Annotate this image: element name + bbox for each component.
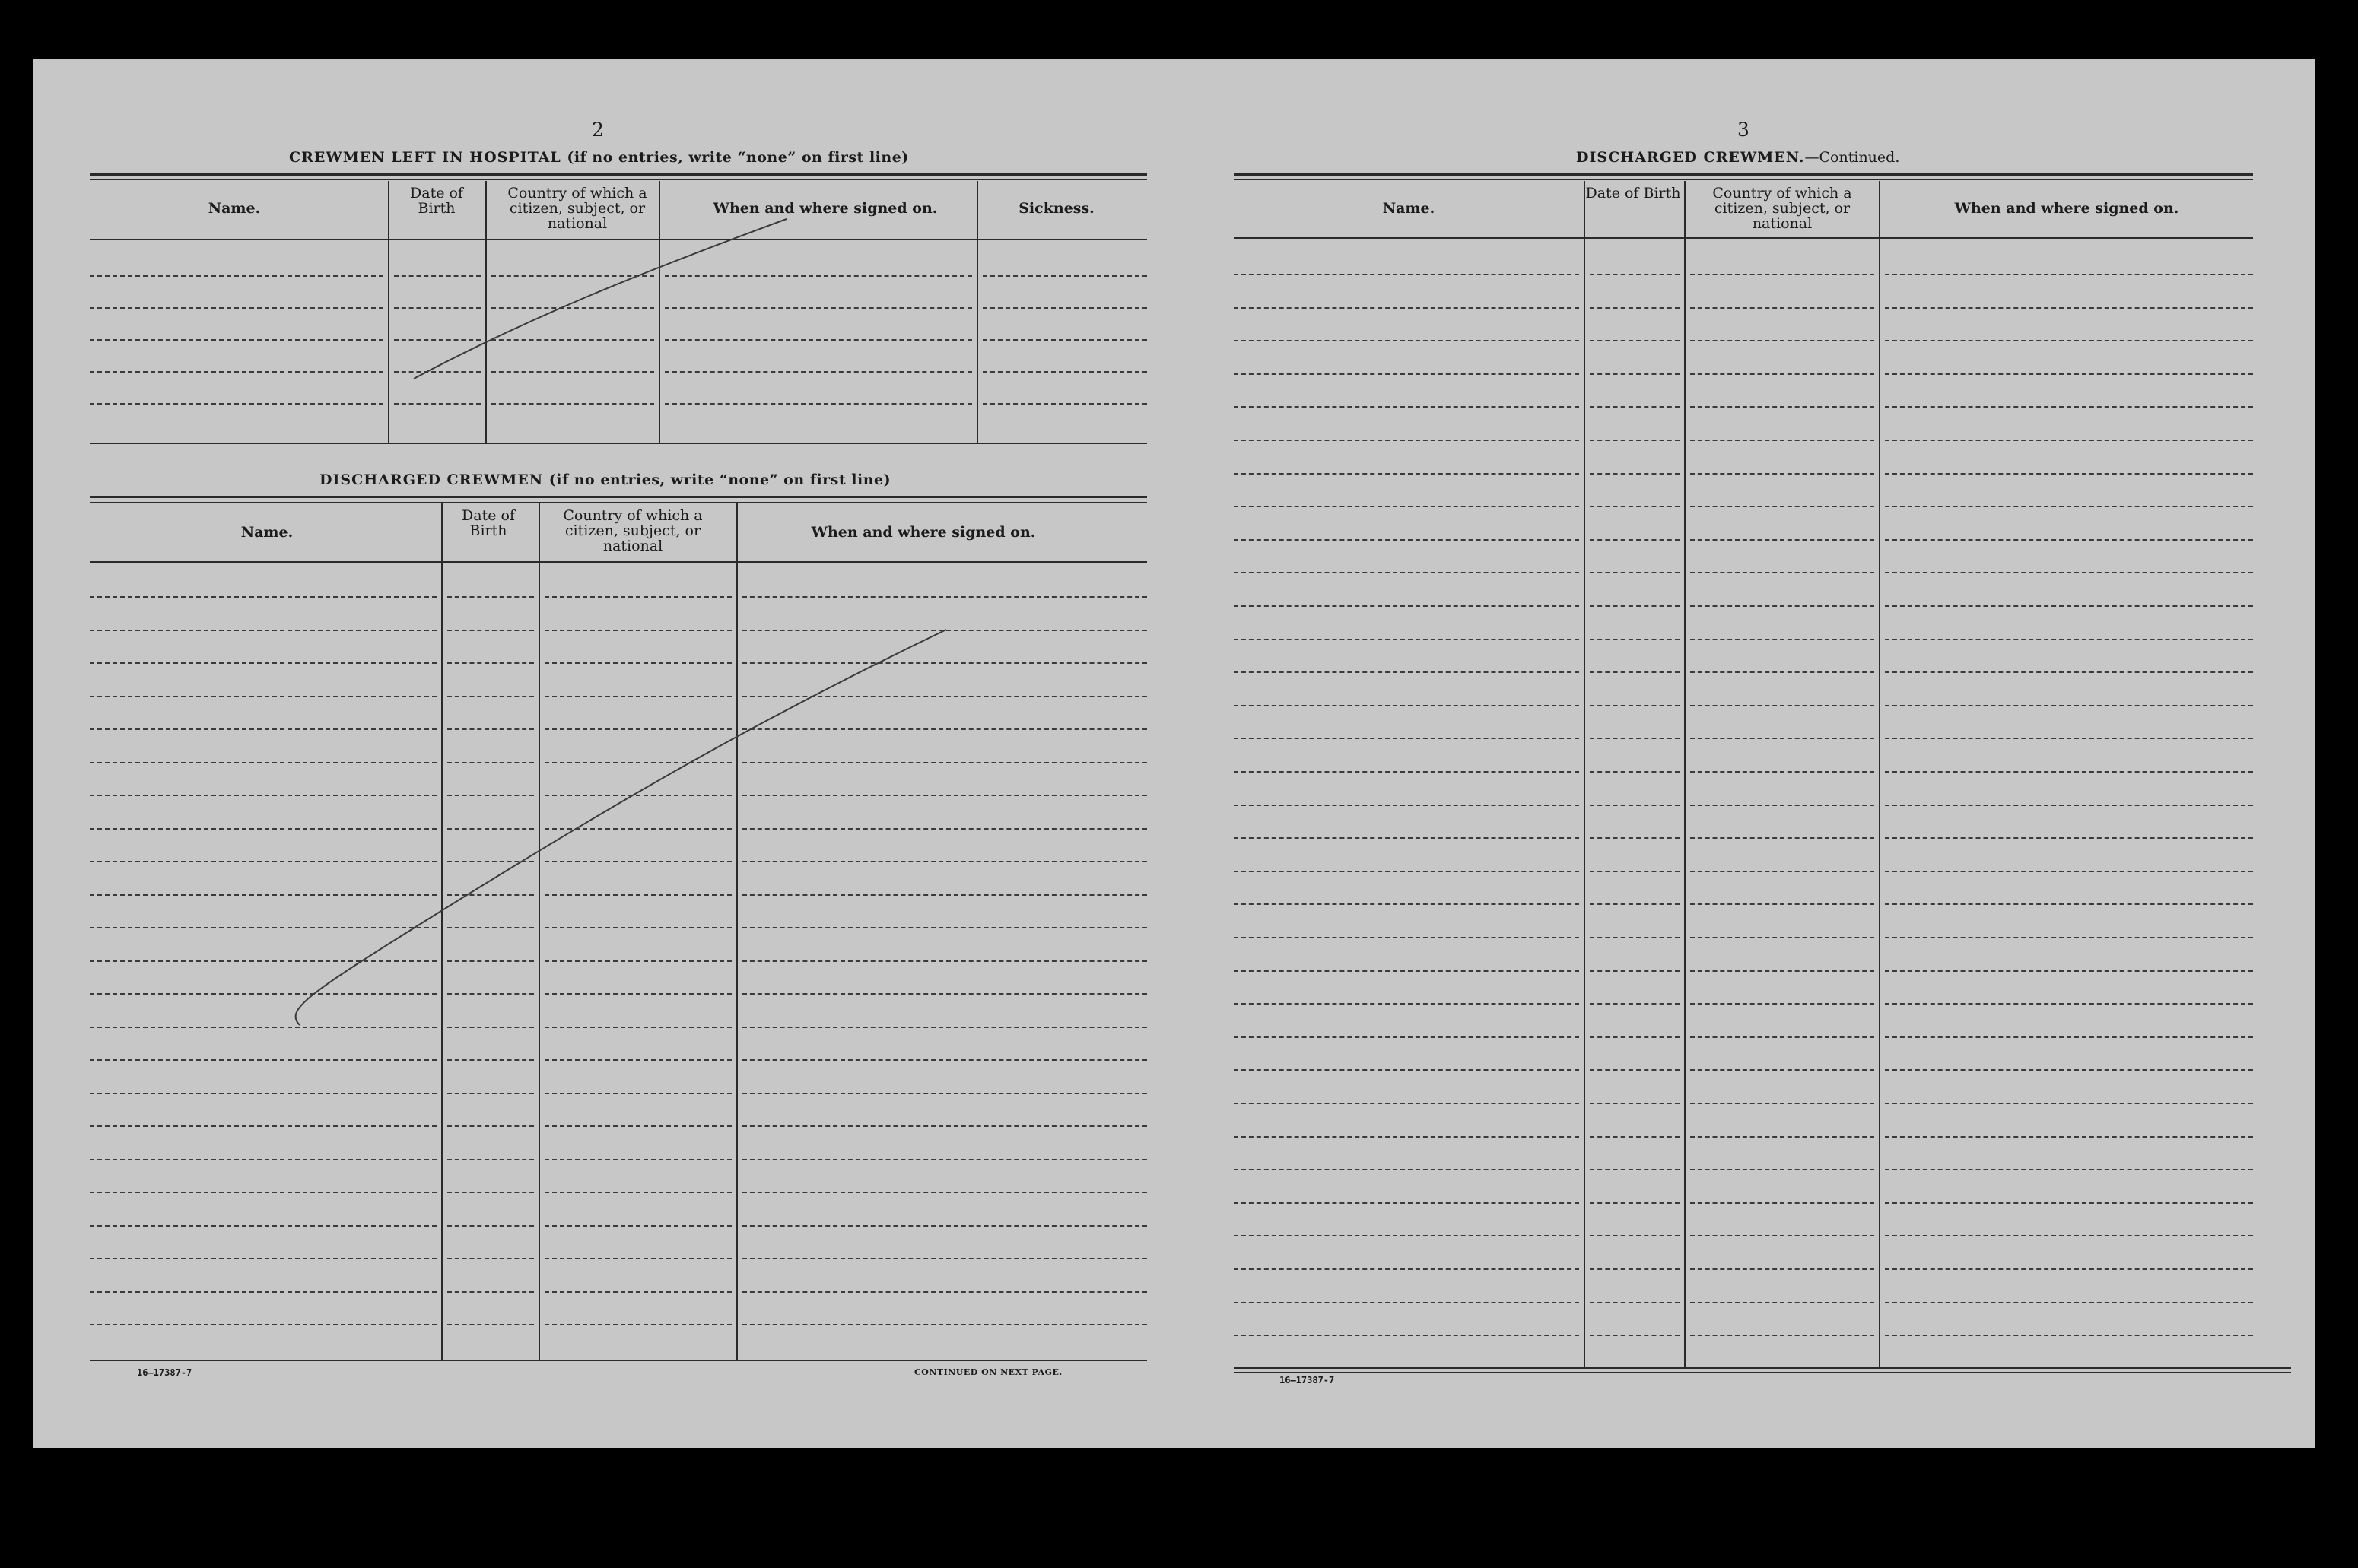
table-row-line [1885, 572, 2253, 573]
table-row-line [1690, 1069, 1874, 1071]
table-row-line [1690, 705, 1874, 706]
table-row-line [1590, 340, 1680, 341]
table-row-line [1885, 903, 2253, 905]
table-row-line [1590, 903, 1680, 905]
table-row-line [1590, 506, 1680, 507]
table-row-line [1885, 1003, 2253, 1005]
table-row-line [1885, 1036, 2253, 1038]
table-row-line [1234, 738, 1579, 739]
table-row-line [1234, 1268, 1579, 1270]
table-row-line [1234, 274, 1579, 275]
strike-through-marks [33, 59, 1194, 1448]
column-divider [1684, 181, 1686, 1367]
table-row-line [1690, 274, 1874, 275]
table-row-line [1590, 440, 1680, 441]
col-header-signed-on: When and where signed on. [1954, 200, 2179, 217]
table-row-line [1885, 274, 2253, 275]
col-header-name: Name. [240, 524, 294, 541]
table-row-line [1690, 1136, 1874, 1138]
table-row-line [1885, 771, 2253, 773]
table-row-line [1885, 1268, 2253, 1270]
table-row-line [1690, 771, 1874, 773]
table-row-line [1590, 1268, 1680, 1270]
table-row-line [1590, 1103, 1680, 1104]
table-row-line [1590, 1202, 1680, 1204]
table-row-line [1885, 1302, 2253, 1303]
table-row-line [1234, 440, 1579, 441]
table-row-line [1234, 1169, 1579, 1170]
form-number: 16—17387-7 [137, 1367, 192, 1378]
table-row-line [1234, 1235, 1579, 1236]
table-row-line [1885, 440, 2253, 441]
table-row-line [1590, 1169, 1680, 1170]
table-row-line [1885, 406, 2253, 408]
table-row-line [1234, 1302, 1579, 1303]
table-row-line [1590, 1136, 1680, 1138]
table-row-line [1690, 1268, 1874, 1270]
table-row-line [1234, 373, 1579, 375]
table-row-line [1690, 1003, 1874, 1005]
table-row-line [1234, 1103, 1579, 1104]
table-row-line [1234, 572, 1579, 573]
table-row-line [1885, 473, 2253, 475]
table-row-line [1234, 473, 1579, 475]
table-row-line [1590, 1036, 1680, 1038]
right-bottom-rule-2 [1234, 1372, 2291, 1373]
table-row-line [1234, 506, 1579, 507]
table-row-line [1885, 937, 2253, 938]
col-header-country: Country of which a citizen, subject, or national [507, 185, 647, 232]
table-row-line [1885, 1136, 2253, 1138]
table-row-line [1690, 373, 1874, 375]
table-row-line [1234, 307, 1579, 309]
table-row-line [1234, 837, 1579, 839]
table-row-line [1234, 605, 1579, 607]
table-row-line [1885, 373, 2253, 375]
table-row-line [1690, 837, 1874, 839]
table-row-line [1885, 605, 2253, 607]
col-header-name: Name. [208, 200, 261, 217]
table-row-line [1590, 473, 1680, 475]
table-row-line [1590, 406, 1680, 408]
form-number: 16—17387-7 [1279, 1375, 1335, 1385]
hospital-strike-line [414, 219, 787, 379]
table-row-line [1690, 539, 1874, 541]
table-row-line [1590, 738, 1680, 739]
table-row-line [1690, 1235, 1874, 1236]
right-top-rule-2 [1234, 179, 2253, 180]
discharged-section-title: DISCHARGED CREWMEN (if no entries, write “none” on first line) [319, 471, 891, 488]
table-row-line [1690, 1335, 1874, 1336]
column-divider [1879, 181, 1880, 1367]
table-row-line [1234, 805, 1579, 806]
table-row-line [1690, 1202, 1874, 1204]
table-row-line [1690, 473, 1874, 475]
table-row-line [1590, 1003, 1680, 1005]
table-row-line [1885, 1169, 2253, 1170]
page-number: 3 [1737, 119, 1749, 141]
table-row-line [1690, 1103, 1874, 1104]
table-row-line [1885, 671, 2253, 673]
left-page [33, 59, 1194, 1448]
table-row-line [1690, 605, 1874, 607]
page-number: 2 [592, 119, 604, 141]
right-page [1173, 59, 2315, 1448]
table-row-line [1590, 1302, 1680, 1303]
table-row-line [1885, 705, 2253, 706]
table-row-line [1234, 671, 1579, 673]
table-row-line [1234, 970, 1579, 972]
table-row-line [1590, 274, 1680, 275]
table-row-line [1590, 572, 1680, 573]
table-row-line [1690, 440, 1874, 441]
table-row-line [1885, 639, 2253, 640]
col-header-dob: Date of Birth [410, 185, 463, 217]
table-row-line [1885, 805, 2253, 806]
table-row-line [1234, 903, 1579, 905]
table-row-line [1885, 1103, 2253, 1104]
col-header-name: Name. [1382, 200, 1435, 217]
table-row-line [1885, 1235, 2253, 1236]
table-row-line [1885, 506, 2253, 507]
table-row-line [1590, 705, 1680, 706]
table-row-line [1690, 639, 1874, 640]
table-row-line [1590, 970, 1680, 972]
table-row-line [1690, 1169, 1874, 1170]
table-row-line [1590, 539, 1680, 541]
continued-note: CONTINUED ON NEXT PAGE. [914, 1367, 1063, 1377]
table-row-line [1690, 871, 1874, 872]
table-row-line [1590, 307, 1680, 309]
table-row-line [1590, 771, 1680, 773]
table-row-line [1234, 1036, 1579, 1038]
col-header-sickness: Sickness. [1019, 200, 1095, 217]
discharged-strike-line [296, 630, 946, 1025]
table-row-line [1590, 837, 1680, 839]
table-row-line [1885, 340, 2253, 341]
col-header-dob: Date of Birth [462, 507, 515, 539]
col-header-country: Country of which a citizen, subject, or national [1712, 185, 1852, 232]
table-row-line [1885, 738, 2253, 739]
discharged-continued-title: DISCHARGED CREWMEN.—Continued. [1576, 149, 1900, 166]
table-row-line [1590, 937, 1680, 938]
table-row-line [1690, 903, 1874, 905]
table-row-line [1590, 605, 1680, 607]
table-row-line [1590, 373, 1680, 375]
table-row-line [1234, 539, 1579, 541]
table-row-line [1885, 1069, 2253, 1071]
table-row-line [1234, 871, 1579, 872]
table-row-line [1590, 1069, 1680, 1071]
table-row-line [1690, 805, 1874, 806]
table-row-line [1234, 1202, 1579, 1204]
table-row-line [1885, 1202, 2253, 1204]
table-row-line [1590, 639, 1680, 640]
table-row-line [1234, 340, 1579, 341]
table-row-line [1885, 539, 2253, 541]
right-bottom-rule [1234, 1367, 2291, 1369]
table-row-line [1234, 1136, 1579, 1138]
table-row-line [1590, 671, 1680, 673]
col-header-country: Country of which a citizen, subject, or national [563, 507, 703, 554]
table-row-line [1234, 937, 1579, 938]
table-row-line [1885, 970, 2253, 972]
col-header-dob: Date of Birth [1585, 185, 1681, 202]
table-row-line [1690, 406, 1874, 408]
table-row-line [1690, 738, 1874, 739]
col-header-signed-on: When and where signed on. [713, 200, 938, 217]
table-row-line [1690, 307, 1874, 309]
table-row-line [1234, 406, 1579, 408]
table-row-line [1885, 307, 2253, 309]
table-row-line [1885, 1335, 2253, 1336]
table-row-line [1690, 937, 1874, 938]
table-row-line [1690, 671, 1874, 673]
table-row-line [1885, 837, 2253, 839]
column-divider [1584, 181, 1585, 1367]
table-row-line [1690, 506, 1874, 507]
table-row-line [1234, 771, 1579, 773]
col-header-signed-on: When and where signed on. [811, 524, 1036, 541]
table-row-line [1690, 572, 1874, 573]
right-header-rule [1234, 237, 2253, 239]
table-row-line [1590, 805, 1680, 806]
table-row-line [1590, 1335, 1680, 1336]
table-row-line [1234, 705, 1579, 706]
table-row-line [1690, 970, 1874, 972]
table-row-line [1690, 1036, 1874, 1038]
table-row-line [1234, 1003, 1579, 1005]
table-row-line [1885, 871, 2253, 872]
table-row-line [1690, 1302, 1874, 1303]
hospital-section-title: CREWMEN LEFT IN HOSPITAL (if no entries, write “none” on first line) [289, 149, 909, 166]
table-row-line [1690, 340, 1874, 341]
table-row-line [1234, 639, 1579, 640]
table-row-line [1234, 1335, 1579, 1336]
table-row-line [1590, 1235, 1680, 1236]
table-row-line [1590, 871, 1680, 872]
table-row-line [1234, 1069, 1579, 1071]
right-top-rule [1234, 173, 2253, 176]
